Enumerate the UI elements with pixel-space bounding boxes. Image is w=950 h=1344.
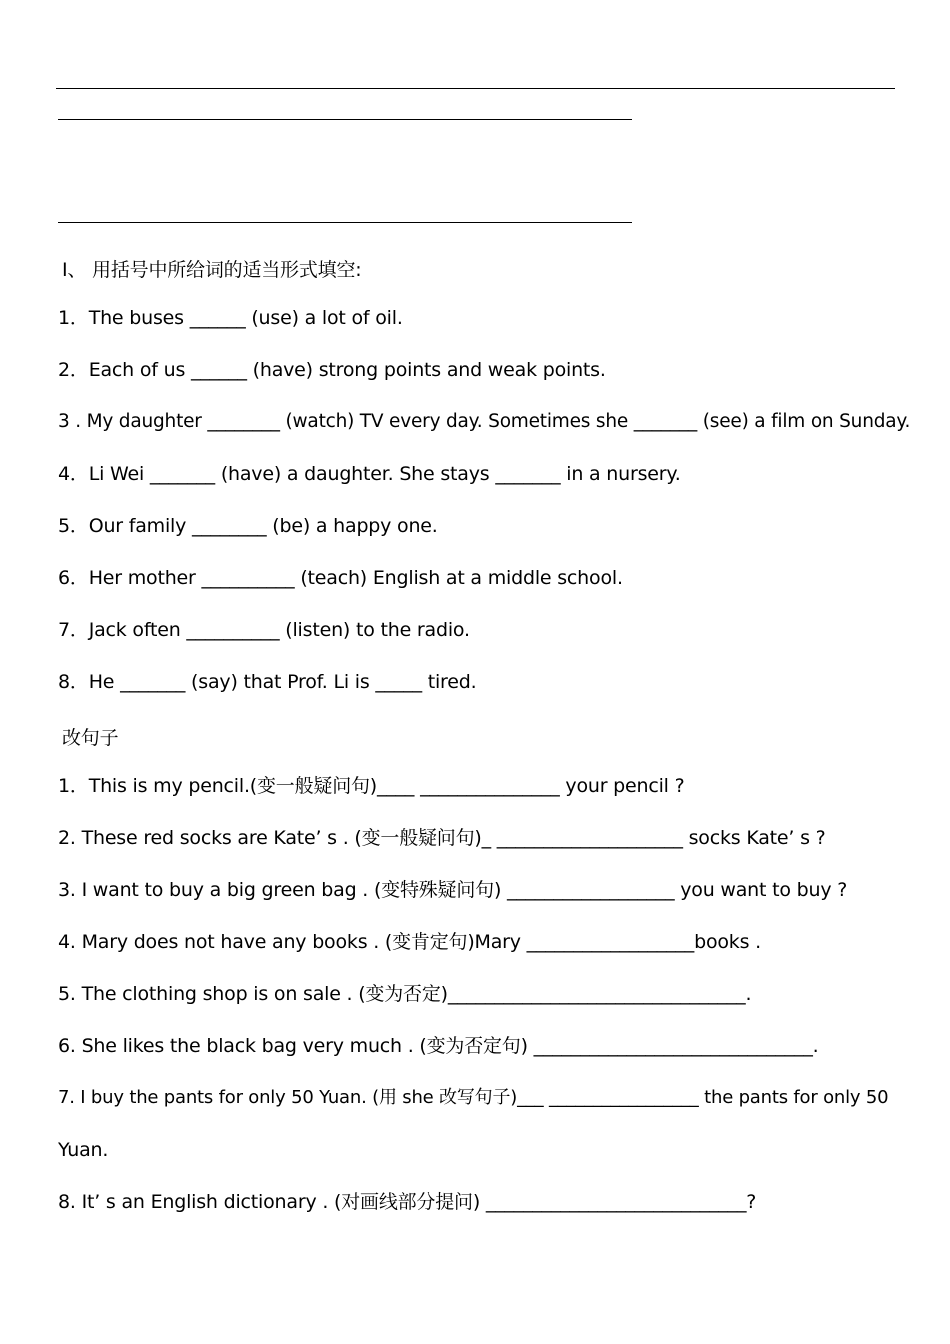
- exercise-item: 4. Mary does not have any books . (变肯定句)Mary __________________books .: [58, 931, 761, 953]
- exercise-item: 6．Her mother __________ (teach) English at a middle school.: [58, 567, 623, 589]
- exercise-item: 5．Our family ________ (be) a happy one.: [58, 515, 438, 537]
- exercise-item: 3 . My daughter ________ (watch) TV every day. Sometimes she _______ (see) a film on Sunday.: [58, 411, 911, 432]
- answer-line: [58, 119, 632, 120]
- exercise-item: 8．He _______ (say) that Prof. Li is _____ tired.: [58, 671, 477, 693]
- exercise-item: 7. I buy the pants for only 50 Yuan. (用 she 改写句子)___ _________________ the pants for only 50: [58, 1087, 889, 1108]
- section-heading: 改句子: [62, 727, 119, 749]
- exercise-item: 2. These red socks are Kate’ s . (变一般疑问句)_ ____________________ socks Kate’ s ?: [58, 827, 826, 849]
- answer-line: [58, 222, 632, 223]
- exercise-item: 8. It’ s an English dictionary . (对画线部分提问) ____________________________?: [58, 1191, 757, 1213]
- top-divider-line: [56, 88, 895, 89]
- exercise-item: 1．The buses ______ (use) a lot of oil.: [58, 307, 403, 329]
- exercise-item-continuation: Yuan.: [58, 1139, 109, 1161]
- exercise-item: 5. The clothing shop is on sale . (变为否定)________________________________.: [58, 983, 752, 1005]
- exercise-item: 1．This is my pencil.(变一般疑问句)____ _______________ your pencil ?: [58, 775, 685, 797]
- exercise-item: 4．Li Wei _______ (have) a daughter. She stays _______ in a nursery.: [58, 463, 681, 485]
- exercise-item: 3. I want to buy a big green bag . (变特殊疑问句) __________________ you want to buy ?: [58, 879, 848, 901]
- exercise-item: 2．Each of us ______ (have) strong points and weak points.: [58, 359, 606, 381]
- exercise-item: 7．Jack often __________ (listen) to the radio.: [58, 619, 470, 641]
- exercise-item: 6. She likes the black bag very much . (变为否定句) ______________________________.: [58, 1035, 819, 1057]
- section-heading: I、 用括号中所给词的适当形式填空:: [62, 259, 362, 281]
